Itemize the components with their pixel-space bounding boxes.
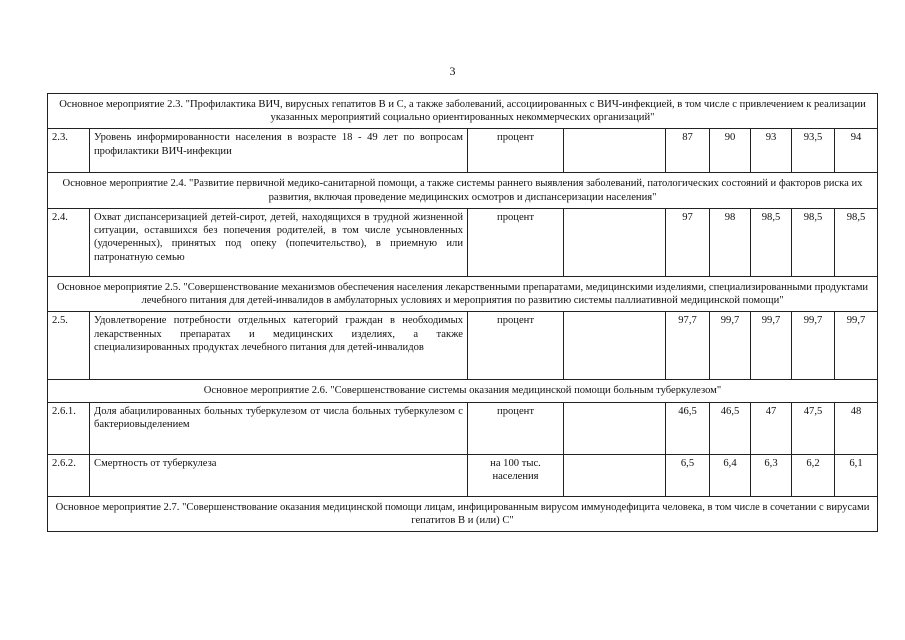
value-cell: 6,3 [751, 454, 792, 496]
value-cell: 93 [751, 129, 792, 173]
table-row [48, 402, 878, 454]
value-cell: 98,5 [751, 208, 792, 276]
value-cell: 6,2 [792, 454, 835, 496]
row-number: 2.5. [48, 312, 90, 380]
value-cell: 99,7 [792, 312, 835, 380]
section-row [48, 276, 878, 311]
value-cell: 87 [666, 129, 710, 173]
value-cell: 47,5 [792, 402, 835, 454]
value-cell: 97 [666, 208, 710, 276]
row-number: 2.4. [48, 208, 90, 276]
value-cell: 46,5 [666, 402, 710, 454]
empty-cell [564, 312, 666, 380]
section-title: Основное мероприятие 2.7. "Совершенствование оказания медицинской помощи лицам, инфицированным вирусом иммунодефицита человека, в том числе в сочетании с вирусами гепатитов В и (или) С" [48, 496, 878, 531]
section-title: Основное мероприятие 2.3. "Профилактика ВИЧ, вирусных гепатитов В и С, а также заболеваний, ассоциированных с ВИЧ-инфекцией, в том числе с привлечением к реализации указанных мероприятий социально ориентированных некоммерческих организаций" [48, 94, 878, 129]
value-cell: 99,7 [710, 312, 751, 380]
value-cell: 99,7 [835, 312, 878, 380]
value-cell: 93,5 [792, 129, 835, 173]
value-cell: 6,4 [710, 454, 751, 496]
table-row [48, 129, 878, 173]
value-cell: 47 [751, 402, 792, 454]
table-row [48, 454, 878, 496]
unit-cell: процент [468, 208, 564, 276]
value-cell: 94 [835, 129, 878, 173]
section-title: Основное мероприятие 2.6. "Совершенствование системы оказания медицинской помощи больным туберкулезом" [48, 380, 878, 402]
indicator-description: Смертность от туберкулеза [90, 454, 468, 496]
empty-cell [564, 129, 666, 173]
indicator-description: Охват диспансеризацией детей-сирот, детей, находящихся в трудной жизненной ситуации, оставшихся без попечения родителей, в том числе усыновленных (удочеренных), принятых под опеку (попечительство), в приемную или патронатную семью [90, 208, 468, 276]
value-cell: 97,7 [666, 312, 710, 380]
page-number: 3 [449, 64, 456, 78]
row-number: 2.6.1. [48, 402, 90, 454]
section-row [48, 380, 878, 402]
value-cell: 98 [710, 208, 751, 276]
empty-cell [564, 402, 666, 454]
section-row [48, 94, 878, 129]
indicator-description: Удовлетворение потребности отдельных категорий граждан в необходимых лекарственных препаратах и медицинских изделиях, а также специализированных продуктах лечебного питания для детей-инвалидов [90, 312, 468, 380]
unit-cell: процент [468, 129, 564, 173]
value-cell: 90 [710, 129, 751, 173]
section-row [48, 173, 878, 208]
section-title: Основное мероприятие 2.5. "Совершенствование механизмов обеспечения населения лекарственными препаратами, медицинскими изделиями, специализированными продуктами лечебного питания для детей-инвалидов в амбулаторных условиях и мероприятия по развитию системы паллиативной медицинской помощи" [48, 276, 878, 311]
indicators-table [47, 93, 878, 532]
row-number: 2.6.2. [48, 454, 90, 496]
empty-cell [564, 454, 666, 496]
empty-cell [564, 208, 666, 276]
table-row [48, 312, 878, 380]
unit-cell: процент [468, 312, 564, 380]
section-title: Основное мероприятие 2.4. "Развитие первичной медико-санитарной помощи, а также системы раннего выявления заболеваний, патологических состояний и факторов риска их развития, включая проведение медицинских осмотров и диспансеризации населения" [48, 173, 878, 208]
indicator-description: Уровень информированности населения в возрасте 18 - 49 лет по вопросам профилактики ВИЧ-инфекции [90, 129, 468, 173]
value-cell: 6,1 [835, 454, 878, 496]
indicator-description: Доля абацилированных больных туберкулезом от числа больных туберкулезом с бактериовыделением [90, 402, 468, 454]
section-row [48, 496, 878, 531]
table-row [48, 208, 878, 276]
value-cell: 98,5 [835, 208, 878, 276]
unit-cell: процент [468, 402, 564, 454]
row-number: 2.3. [48, 129, 90, 173]
value-cell: 6,5 [666, 454, 710, 496]
value-cell: 98,5 [792, 208, 835, 276]
value-cell: 99,7 [751, 312, 792, 380]
value-cell: 46,5 [710, 402, 751, 454]
value-cell: 48 [835, 402, 878, 454]
unit-cell: на 100 тыс. населения [468, 454, 564, 496]
